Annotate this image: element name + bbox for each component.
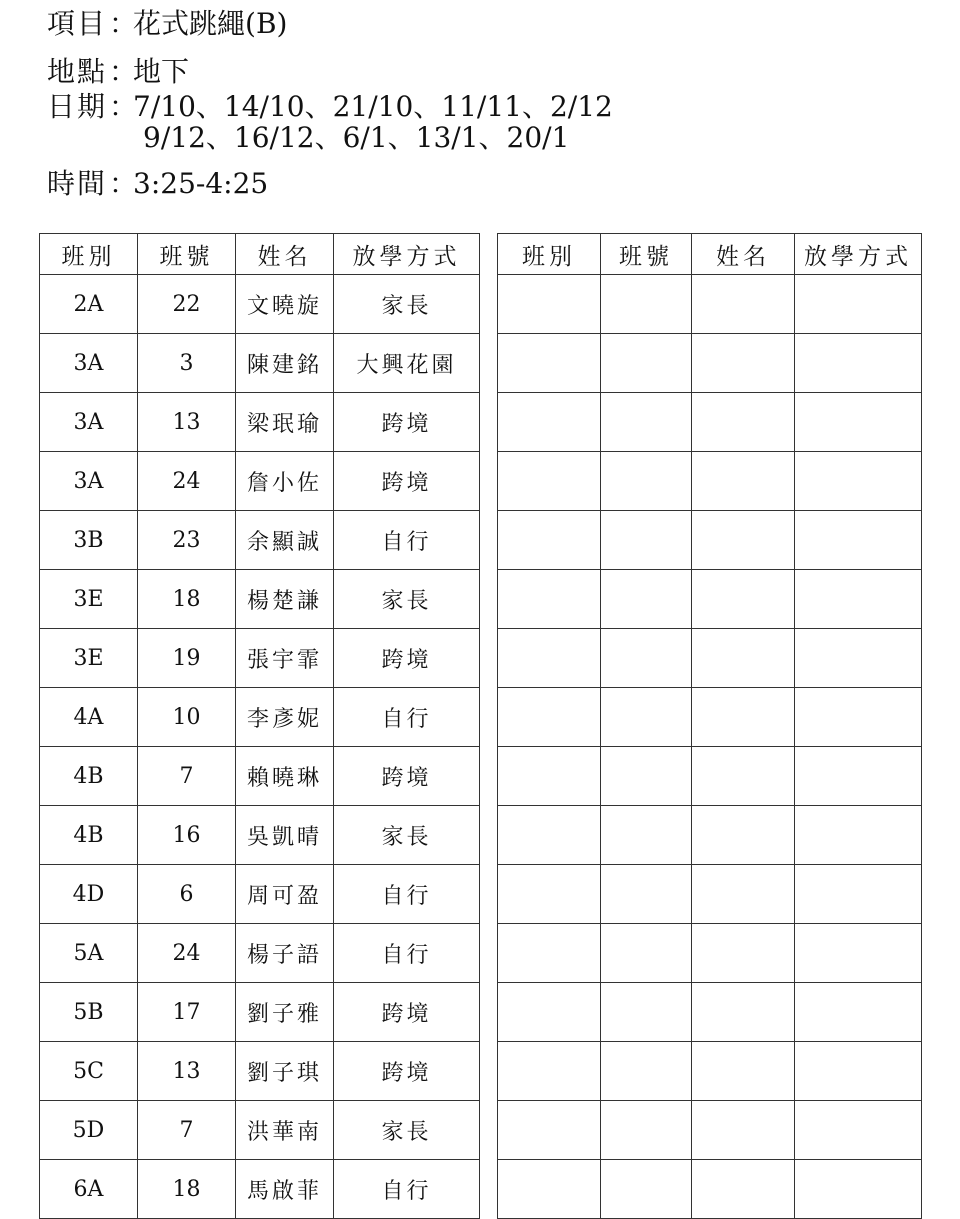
location-colon: ： xyxy=(109,55,138,88)
cell-number: 6 xyxy=(138,865,236,924)
blank-cell-name xyxy=(692,1042,795,1101)
blank-cell-name xyxy=(692,511,795,570)
blank-cell-number xyxy=(601,924,692,983)
cell-dismissal: 家長 xyxy=(334,1101,480,1160)
blank-table-row xyxy=(498,806,922,865)
blank-roster-body xyxy=(498,275,922,1219)
time-colon: ： xyxy=(109,167,138,200)
blank-cell-name xyxy=(692,806,795,865)
blank-cell-number xyxy=(601,452,692,511)
table-row xyxy=(40,1042,480,1101)
blank-cell-number xyxy=(601,1042,692,1101)
cell-dismissal: 跨境 xyxy=(334,629,480,688)
blank-cell-name xyxy=(692,275,795,334)
cell-number: 24 xyxy=(138,452,236,511)
blank-cell-dismissal xyxy=(795,452,922,511)
date-value-line2: 9/12、16/12、6/1、13/1、20/1 xyxy=(143,121,570,154)
cell-name: 張宇霏 xyxy=(236,629,334,688)
cell-class: 4A xyxy=(40,688,138,747)
blank-table-row xyxy=(498,688,922,747)
blank-table-row xyxy=(498,747,922,806)
item-label: 項目 xyxy=(47,7,108,40)
blank-table-row xyxy=(498,511,922,570)
blank-cell-class xyxy=(498,629,601,688)
column-header-number: 班號 xyxy=(601,234,692,275)
column-header-name: 姓名 xyxy=(692,234,795,275)
cell-dismissal: 自行 xyxy=(334,924,480,983)
cell-name: 賴曉琳 xyxy=(236,747,334,806)
blank-cell-dismissal xyxy=(795,275,922,334)
cell-name: 陳建銘 xyxy=(236,334,334,393)
column-header-number: 班號 xyxy=(138,234,236,275)
cell-name: 詹小佐 xyxy=(236,452,334,511)
column-header-class: 班別 xyxy=(40,234,138,275)
table-row xyxy=(40,393,480,452)
blank-table-row xyxy=(498,865,922,924)
cell-name: 楊子語 xyxy=(236,924,334,983)
cell-class: 3A xyxy=(40,452,138,511)
cell-name: 馬啟菲 xyxy=(236,1160,334,1219)
cell-name: 李彥妮 xyxy=(236,688,334,747)
table-row xyxy=(40,924,480,983)
blank-table-row xyxy=(498,924,922,983)
cell-name: 洪華南 xyxy=(236,1101,334,1160)
column-header-dismissal: 放學方式 xyxy=(334,234,480,275)
blank-cell-number xyxy=(601,629,692,688)
blank-cell-class xyxy=(498,570,601,629)
table-row xyxy=(40,747,480,806)
date-label: 日期 xyxy=(47,90,108,123)
blank-cell-number xyxy=(601,1160,692,1219)
cell-number: 22 xyxy=(138,275,236,334)
blank-cell-name xyxy=(692,747,795,806)
cell-number: 17 xyxy=(138,983,236,1042)
blank-cell-dismissal xyxy=(795,334,922,393)
cell-number: 19 xyxy=(138,629,236,688)
cell-number: 10 xyxy=(138,688,236,747)
blank-cell-name xyxy=(692,688,795,747)
blank-table-row xyxy=(498,1101,922,1160)
cell-class: 3A xyxy=(40,334,138,393)
blank-cell-dismissal xyxy=(795,865,922,924)
cell-dismissal: 跨境 xyxy=(334,452,480,511)
blank-cell-class xyxy=(498,511,601,570)
blank-table-row xyxy=(498,570,922,629)
blank-cell-dismissal xyxy=(795,511,922,570)
location-line xyxy=(47,56,189,88)
blank-cell-class xyxy=(498,1101,601,1160)
blank-cell-dismissal xyxy=(795,1042,922,1101)
item-line xyxy=(47,8,287,40)
blank-cell-dismissal xyxy=(795,924,922,983)
time-label: 時間 xyxy=(47,167,108,200)
cell-name: 楊楚謙 xyxy=(236,570,334,629)
blank-cell-number xyxy=(601,393,692,452)
time-value: 3:25-4:25 xyxy=(133,167,269,200)
table-row xyxy=(40,629,480,688)
cell-class: 4B xyxy=(40,747,138,806)
blank-cell-dismissal xyxy=(795,570,922,629)
blank-table-row xyxy=(498,393,922,452)
blank-cell-number xyxy=(601,1101,692,1160)
cell-dismissal: 自行 xyxy=(334,865,480,924)
blank-table-row xyxy=(498,629,922,688)
table-row xyxy=(40,688,480,747)
blank-cell-name xyxy=(692,924,795,983)
blank-cell-class xyxy=(498,452,601,511)
blank-cell-class xyxy=(498,688,601,747)
table-row xyxy=(40,1101,480,1160)
cell-dismissal: 跨境 xyxy=(334,747,480,806)
item-colon: ： xyxy=(109,7,138,40)
cell-dismissal: 跨境 xyxy=(334,983,480,1042)
blank-cell-class xyxy=(498,275,601,334)
location-label: 地點 xyxy=(47,55,108,88)
table-row xyxy=(40,511,480,570)
blank-cell-name xyxy=(692,452,795,511)
blank-cell-name xyxy=(692,629,795,688)
blank-cell-name xyxy=(692,1160,795,1219)
blank-cell-number xyxy=(601,983,692,1042)
blank-cell-class xyxy=(498,1042,601,1101)
column-header-class: 班別 xyxy=(498,234,601,275)
cell-name: 梁珉瑜 xyxy=(236,393,334,452)
blank-cell-name xyxy=(692,983,795,1042)
date-line xyxy=(47,91,613,123)
cell-class: 5D xyxy=(40,1101,138,1160)
cell-name: 吳凱晴 xyxy=(236,806,334,865)
cell-class: 3A xyxy=(40,393,138,452)
student-roster-table xyxy=(39,233,480,1219)
cell-class: 4B xyxy=(40,806,138,865)
cell-number: 7 xyxy=(138,747,236,806)
cell-class: 5B xyxy=(40,983,138,1042)
blank-table-row xyxy=(498,334,922,393)
cell-number: 24 xyxy=(138,924,236,983)
cell-name: 劉子琪 xyxy=(236,1042,334,1101)
blank-cell-number xyxy=(601,688,692,747)
blank-cell-dismissal xyxy=(795,629,922,688)
cell-class: 2A xyxy=(40,275,138,334)
roster-body xyxy=(40,275,480,1219)
cell-name: 周可盈 xyxy=(236,865,334,924)
table-row xyxy=(40,334,480,393)
cell-dismissal: 自行 xyxy=(334,511,480,570)
table-row xyxy=(40,275,480,334)
blank-cell-dismissal xyxy=(795,1160,922,1219)
blank-cell-dismissal xyxy=(795,1101,922,1160)
blank-cell-dismissal xyxy=(795,806,922,865)
blank-cell-class xyxy=(498,806,601,865)
blank-cell-name xyxy=(692,334,795,393)
column-header-dismissal: 放學方式 xyxy=(795,234,922,275)
cell-number: 18 xyxy=(138,1160,236,1219)
blank-table-row xyxy=(498,983,922,1042)
cell-number: 13 xyxy=(138,393,236,452)
cell-dismissal: 家長 xyxy=(334,570,480,629)
cell-dismissal: 跨境 xyxy=(334,393,480,452)
cell-class: 4D xyxy=(40,865,138,924)
blank-cell-class xyxy=(498,1160,601,1219)
cell-dismissal: 自行 xyxy=(334,1160,480,1219)
cell-number: 16 xyxy=(138,806,236,865)
blank-cell-number xyxy=(601,334,692,393)
date-value-line1: 7/10、14/10、21/10、11/11、2/12 xyxy=(133,90,613,123)
cell-class: 5C xyxy=(40,1042,138,1101)
cell-name: 文曉旋 xyxy=(236,275,334,334)
cell-dismissal: 家長 xyxy=(334,275,480,334)
blank-cell-class xyxy=(498,983,601,1042)
blank-cell-number xyxy=(601,570,692,629)
blank-cell-number xyxy=(601,865,692,924)
blank-table-row xyxy=(498,1042,922,1101)
cell-number: 18 xyxy=(138,570,236,629)
blank-roster-table xyxy=(497,233,922,1219)
column-header-name: 姓名 xyxy=(236,234,334,275)
table-row xyxy=(40,570,480,629)
table-header-row xyxy=(40,234,480,275)
blank-cell-number xyxy=(601,275,692,334)
cell-class: 3E xyxy=(40,629,138,688)
cell-name: 劉子雅 xyxy=(236,983,334,1042)
blank-table-row xyxy=(498,452,922,511)
cell-name: 余顯誠 xyxy=(236,511,334,570)
blank-cell-name xyxy=(692,865,795,924)
cell-number: 7 xyxy=(138,1101,236,1160)
blank-table-row xyxy=(498,275,922,334)
date-colon: ： xyxy=(109,90,138,123)
blank-cell-name xyxy=(692,1101,795,1160)
cell-dismissal: 跨境 xyxy=(334,1042,480,1101)
blank-cell-name xyxy=(692,570,795,629)
blank-table-row xyxy=(498,1160,922,1219)
blank-cell-number xyxy=(601,806,692,865)
blank-cell-number xyxy=(601,747,692,806)
cell-class: 5A xyxy=(40,924,138,983)
blank-cell-dismissal xyxy=(795,747,922,806)
blank-cell-dismissal xyxy=(795,393,922,452)
cell-dismissal: 家長 xyxy=(334,806,480,865)
cell-dismissal: 自行 xyxy=(334,688,480,747)
item-value: 花式跳繩(B) xyxy=(133,7,288,40)
time-line xyxy=(47,168,268,200)
cell-dismissal: 大興花園 xyxy=(334,334,480,393)
cell-number: 3 xyxy=(138,334,236,393)
location-value: 地下 xyxy=(133,55,190,88)
cell-class: 6A xyxy=(40,1160,138,1219)
cell-number: 23 xyxy=(138,511,236,570)
table-row xyxy=(40,865,480,924)
blank-cell-dismissal xyxy=(795,688,922,747)
table-row xyxy=(40,983,480,1042)
table-header-row xyxy=(498,234,922,275)
blank-cell-name xyxy=(692,393,795,452)
cell-class: 3E xyxy=(40,570,138,629)
blank-cell-number xyxy=(601,511,692,570)
blank-cell-class xyxy=(498,393,601,452)
blank-cell-class xyxy=(498,334,601,393)
blank-cell-class xyxy=(498,924,601,983)
table-row xyxy=(40,452,480,511)
blank-cell-class xyxy=(498,865,601,924)
cell-class: 3B xyxy=(40,511,138,570)
blank-cell-dismissal xyxy=(795,983,922,1042)
blank-cell-class xyxy=(498,747,601,806)
cell-number: 13 xyxy=(138,1042,236,1101)
table-row xyxy=(40,1160,480,1219)
table-row xyxy=(40,806,480,865)
